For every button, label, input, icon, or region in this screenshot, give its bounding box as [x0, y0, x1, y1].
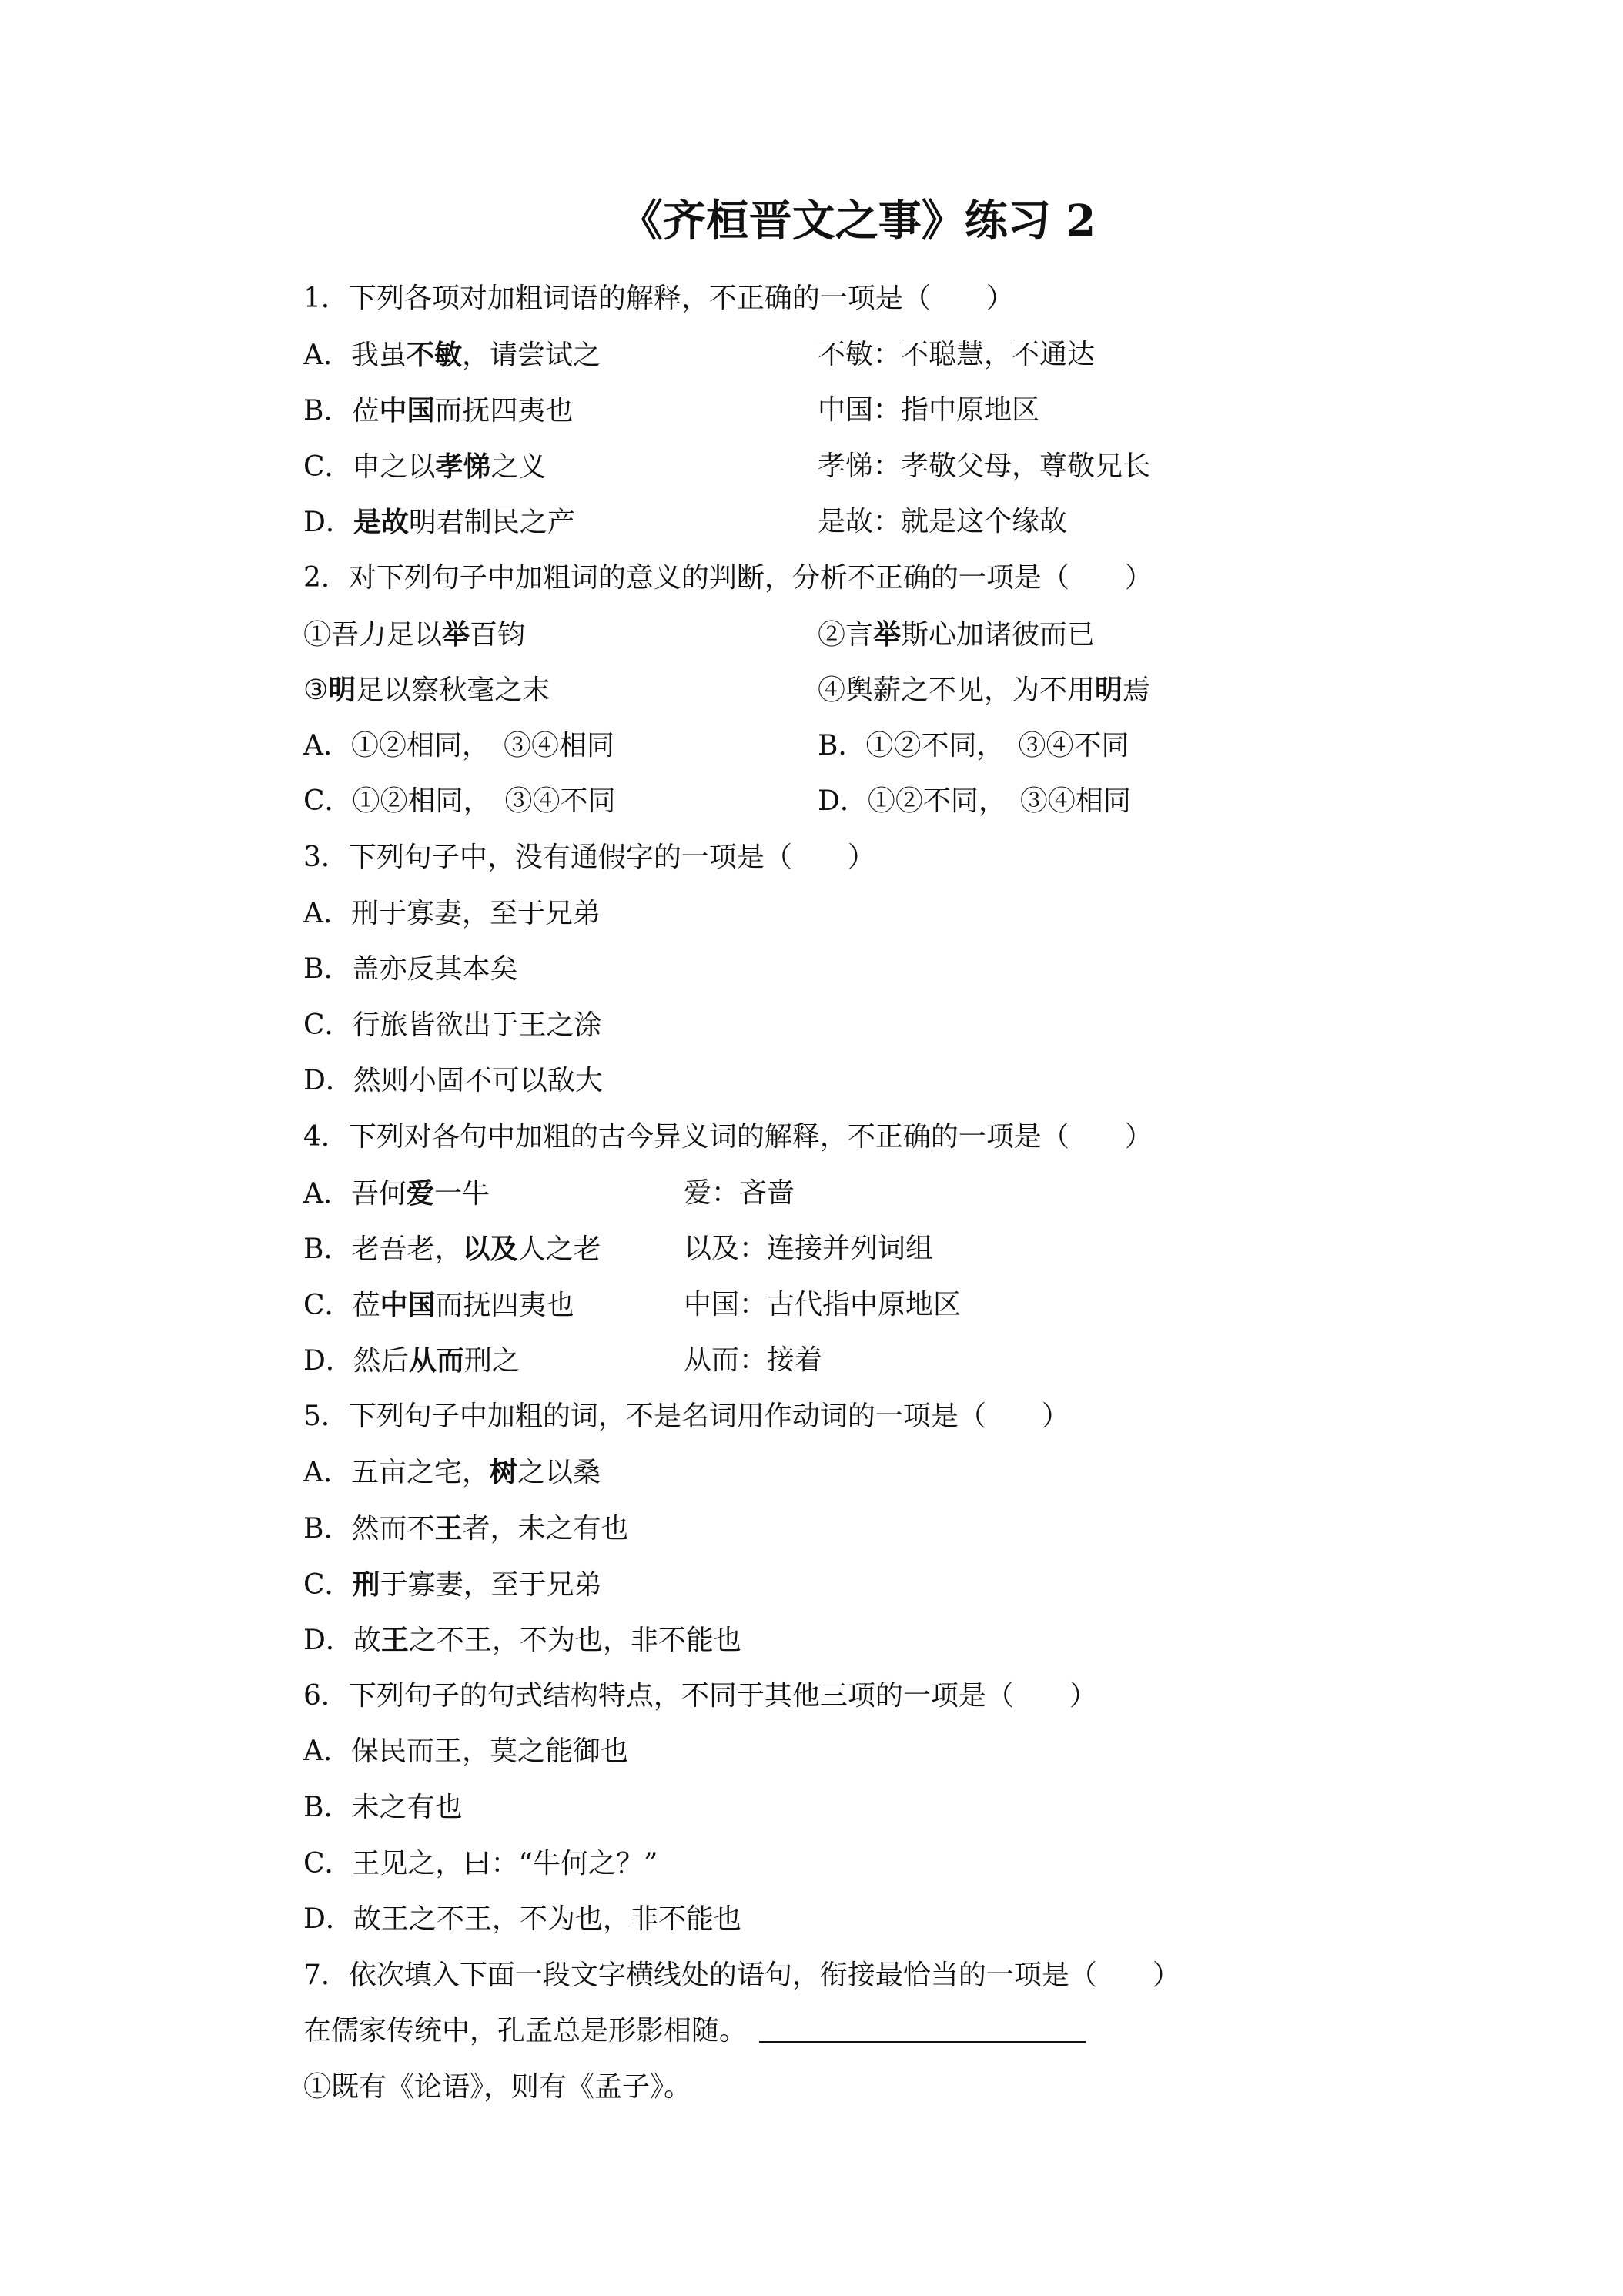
bold-word: 树	[490, 1456, 518, 1489]
bold-word: 举	[873, 618, 902, 651]
question-7-stem: 7．依次填入下面一段文字横线处的语句，衔接最恰当的一项是（ ）	[303, 1959, 1180, 1991]
question-5-option-a: A．五亩之宅，树之以桑	[303, 1456, 601, 1489]
question-1-stem: 1．下列各项对加粗词语的解释，不正确的一项是（ ）	[303, 283, 1014, 314]
question-5-stem: 5．下列句子中加粗的词，不是名词用作动词的一项是（ ）	[303, 1400, 1069, 1432]
question-7-passage: 在儒家传统中，孔孟总是形影相随。	[303, 2003, 1504, 2060]
question-7-sentence-1: ①既有《论语》，则有《孟子》。	[303, 2071, 692, 2103]
question-6-stem: 6．下列句子的句式结构特点，不同于其他三项的一项是（ ）	[303, 1679, 1097, 1712]
question-2-sentences-1-2: ①吾力足以举百钧 ②言举斯心加诸彼而已	[303, 607, 1504, 663]
bold-word: 以及	[462, 1233, 518, 1266]
option-explanation: 不敏：不聪慧，不通达	[818, 338, 1096, 370]
fill-in-blank	[759, 2010, 1086, 2043]
bold-word: 王	[380, 1624, 409, 1657]
bold-word: 中国	[380, 1288, 436, 1321]
bold-word: 爱	[407, 1176, 435, 1210]
question-6-option-d: D．故王之不王，不为也，非不能也	[303, 1903, 741, 1936]
option-explanation: 是故：就是这个缘故	[818, 506, 1068, 538]
question-2-options-a-b: A．①②相同， ③④相同 B．①②不同， ③④不同	[303, 729, 1129, 761]
option-explanation: 爱：吝啬	[684, 1176, 795, 1209]
bold-word: 举	[442, 618, 470, 651]
question-5-option-c: C．刑于寡妻，至于兄弟	[303, 1568, 602, 1601]
document-title: 《齐桓晋文之事》练习 2	[619, 196, 1096, 246]
question-6-option-c: C．王见之，曰：“牛何之？”	[303, 1847, 658, 1879]
option-explanation: 以及：连接并列词组	[684, 1233, 934, 1265]
sentence-4: ④舆薪之不见，为不用明焉	[818, 674, 1151, 707]
bold-word: 从而	[408, 1344, 464, 1377]
bold-word: 刑	[352, 1568, 380, 1601]
question-6-option-a: A．保民而王，莫之能御也	[303, 1735, 628, 1768]
question-1-option-b: B．莅中国而抚四夷也 中国：指中原地区	[303, 383, 1504, 439]
question-3-option-b: B．盖亦反其本矣	[303, 953, 518, 986]
question-3-option-a: A．刑于寡妻，至于兄弟	[303, 897, 601, 929]
option-explanation: 孝悌：孝敬父母，尊敬兄长	[818, 450, 1151, 482]
question-1-option-c: C．申之以孝悌之义 孝悌：孝敬父母，尊敬兄长	[303, 439, 1504, 495]
option-explanation: 中国：指中原地区	[818, 394, 1040, 427]
question-4-option-a: A．吾何爱一牛 爱：吝啬	[303, 1166, 1504, 1222]
question-5-option-d: D．故王之不王，不为也，非不能也	[303, 1624, 741, 1657]
bold-word: 中国	[379, 394, 435, 427]
question-4-option-c: C．莅中国而抚四夷也 中国：古代指中原地区	[303, 1277, 1504, 1334]
bold-word: 明	[1095, 674, 1123, 707]
question-3-option-c: C．行旅皆欲出于王之涂	[303, 1009, 602, 1041]
question-4-option-b: B．老吾老，以及人之老 以及：连接并列词组	[303, 1221, 1504, 1277]
bold-word: 王	[434, 1512, 463, 1545]
question-1-option-a: A．我虽不敏，请尝试之 不敏：不聪慧，不通达	[303, 327, 1504, 383]
question-4-stem: 4．下列对各句中加粗的古今异义词的解释，不正确的一项是（ ）	[303, 1120, 1153, 1153]
question-2-stem: 2．对下列句子中加粗词的意义的判断，分析不正确的一项是（ ）	[303, 561, 1153, 594]
bold-word: 是故	[353, 506, 409, 539]
question-3-stem: 3．下列句子中，没有通假字的一项是（ ）	[303, 841, 875, 873]
question-4-option-d: D．然后从而刑之 从而：接着	[303, 1333, 1504, 1389]
question-1-option-d: D．是故明君制民之产 是故：就是这个缘故	[303, 494, 1504, 551]
exercise-content	[303, 271, 1504, 2116]
question-2-sentences-3-4: ③明足以察秋毫之末 ④舆薪之不见，为不用明焉	[303, 662, 1504, 718]
question-5-option-b: B．然而不王者，未之有也	[303, 1512, 629, 1545]
question-2-options-c-d: C．①②相同， ③④不同 D．①②不同， ③④相同	[303, 785, 1131, 818]
bold-word: 明	[328, 674, 356, 707]
option-explanation: 中国：古代指中原地区	[684, 1288, 962, 1320]
sentence-2: ②言举斯心加诸彼而已	[818, 618, 1096, 651]
bold-word: 孝悌	[435, 450, 491, 483]
bold-word: 不敏	[407, 338, 463, 371]
question-3-option-d: D．然则小固不可以敌大	[303, 1065, 603, 1097]
option-explanation: 从而：接着	[684, 1344, 823, 1377]
question-6-option-b: B．未之有也	[303, 1792, 463, 1824]
